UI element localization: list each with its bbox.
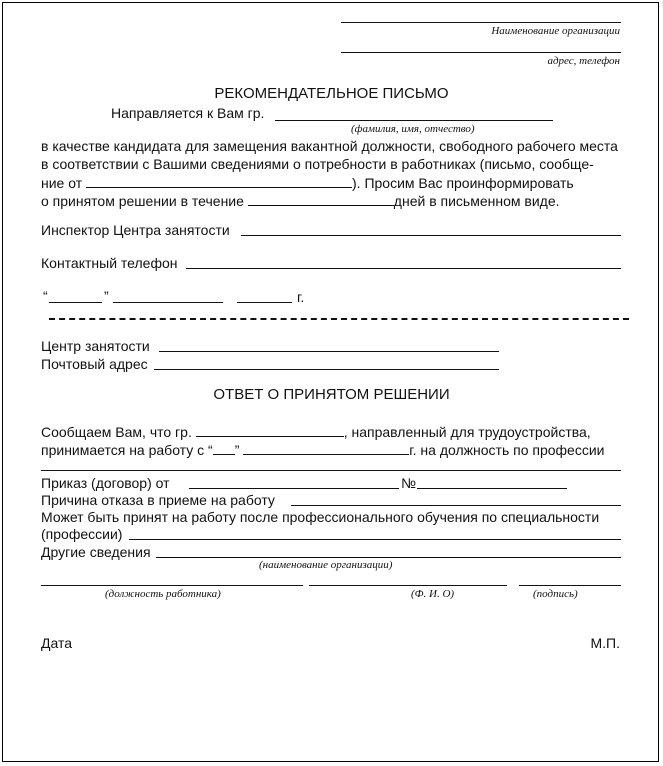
hire-month-field [243,441,409,455]
fio-caption: (Ф. И. О) [411,588,455,600]
org-name-caption-2: (наименование организации) [259,559,393,571]
document-page [2,2,659,762]
profession-line [41,470,621,471]
postal-label: Почтовый адрес [41,356,148,372]
address-caption: адрес, телефон [547,55,620,67]
postal-line [154,369,499,370]
candidate-name-line [275,120,553,121]
response-term-prefix: о принятом решении в течение [41,193,244,209]
org-name-caption: Наименование организации [491,25,620,37]
response-title: ОТВЕТ О ПРИНЯТОМ РЕШЕНИИ [213,386,450,403]
date-year-line [237,302,292,303]
hire-quote-close: ” [234,442,240,458]
employee-name-field [196,423,344,437]
signature-line [519,585,621,586]
position-line [41,585,303,586]
hired-from-label: принимается на работу с “ [41,442,213,458]
letter-date-suffix: ). Просим Вас проинформировать [352,175,574,191]
letter-body-line-3 [41,174,574,191]
letter-body-line-2: в соответствии с Вашими сведениями о потребности в работниках (письмо, сообще- [41,156,594,172]
sent-to-label: Направляется к Вам гр. [111,105,265,121]
order-number-sign: № [401,475,417,491]
address-line [341,52,621,53]
org-name-line [341,22,621,23]
date-open-quote: “ [43,288,48,304]
contact-phone-line [186,268,621,269]
date-day-line [49,302,102,303]
response-directed: , направленный для трудоустройства, [343,424,591,440]
center-label: Центр занятости [41,338,150,354]
response-term-suffix: дней в письменном виде. [393,193,560,209]
refusal-line [291,505,621,506]
date-label: Дата [41,635,73,651]
letter-title: РЕКОМЕНДАТЕЛЬНОЕ ПИСЬМО [214,85,449,102]
training-line-1: Может быть принят на работу после профессионального обучения по специальности [41,509,600,525]
candidate-name-caption: (фамилия, имя, отчество) [351,123,475,135]
letter-body-line-1: в качестве кандидата для замещения вакантной должности, свободного рабочего места [41,138,618,154]
hire-position-label: г. на должность по профессии [409,442,605,458]
fio-line [309,585,507,586]
response-line-1 [41,423,591,440]
order-number-line [417,488,567,489]
contact-phone-label: Контактный телефон [41,255,178,271]
response-days-field [248,192,394,206]
response-intro: Сообщаем Вам, что гр. [41,424,192,440]
other-info-label: Другие сведения [41,544,151,560]
year-suffix: г. [297,289,305,305]
date-month-line [113,302,223,303]
stamp-label: М.П. [590,635,620,651]
training-profession-line [129,539,621,540]
other-info-line [156,557,621,558]
tear-off-line [49,318,629,320]
inspector-label: Инспектор Центра занятости [41,222,230,238]
inspector-line [241,235,621,236]
refusal-label: Причина отказа в приеме на работу [41,492,275,508]
order-label: Приказ (договор) от [41,475,170,491]
letter-date-field [86,174,352,188]
position-caption: (должность работника) [105,588,221,600]
response-line-2 [41,441,604,458]
order-date-line [189,488,399,489]
letter-body-line-4 [41,192,560,209]
center-line [159,351,499,352]
letter-date-prefix: ние от [41,175,83,191]
signature-caption: (подпись) [533,588,578,600]
date-close-quote: ” [104,288,109,304]
training-line-2: (профессии) [41,526,123,542]
hire-day-field [213,441,235,455]
